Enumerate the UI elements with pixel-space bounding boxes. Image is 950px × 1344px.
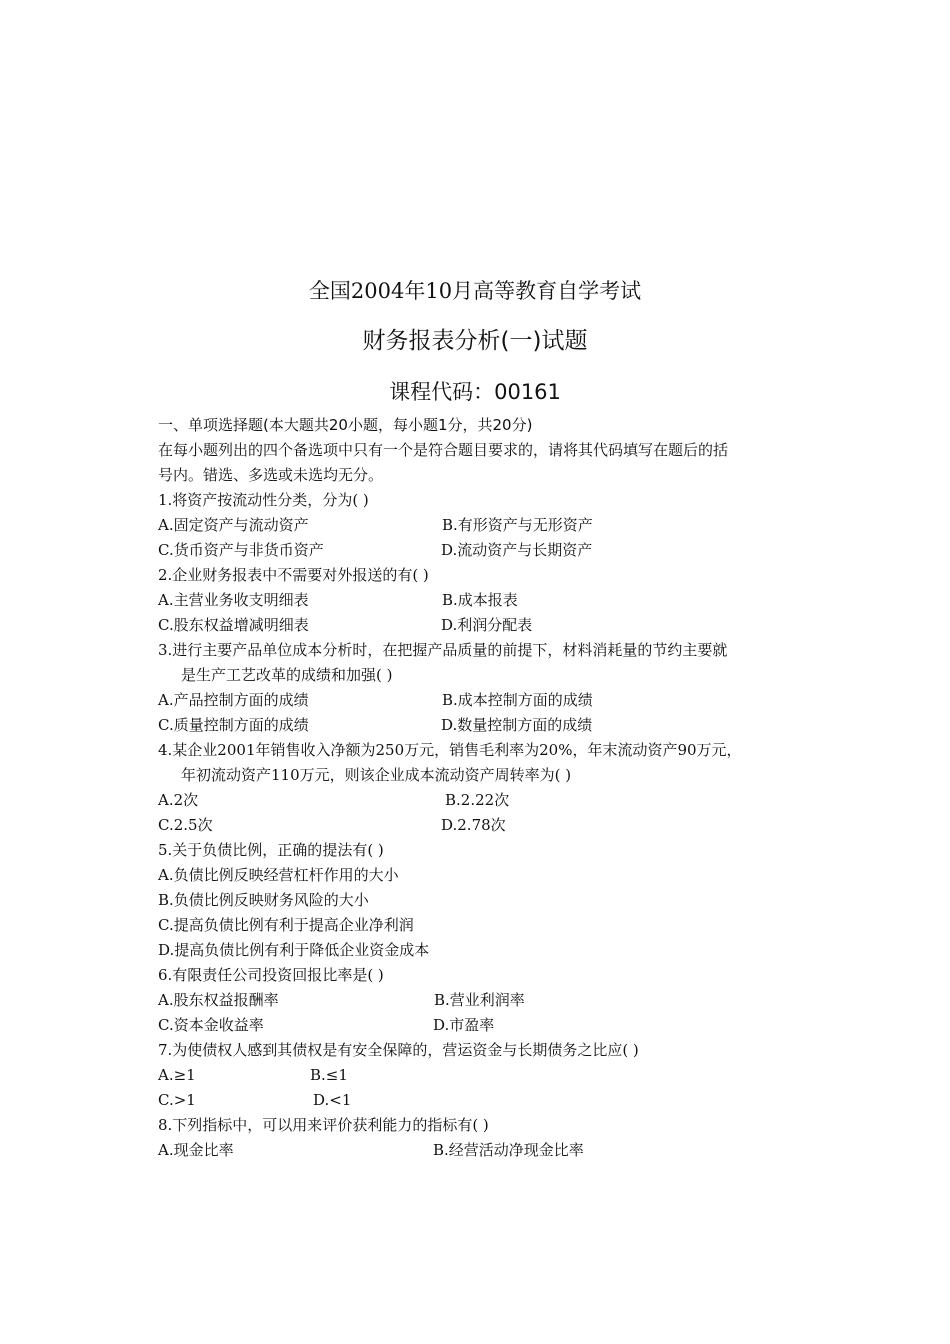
option-c: C.提高负债比例有利于提高企业净利润 bbox=[158, 916, 414, 934]
option-c: C.>1 bbox=[158, 1091, 196, 1109]
option-d: D.提高负债比例有利于降低企业资金成本 bbox=[158, 941, 430, 959]
question-stem: 7.为使债权人感到其债权是有安全保障的，营运资金与长期债务之比应( ) bbox=[158, 1041, 639, 1059]
course-code: 课程代码：00161 bbox=[389, 380, 561, 404]
option-b: B.经营活动净现金比率 bbox=[433, 1141, 584, 1159]
option-a: A.现金比率 bbox=[158, 1141, 234, 1159]
question-stem: 6.有限责任公司投资回报比率是( ) bbox=[158, 966, 384, 984]
option-b: B.营业利润率 bbox=[434, 991, 525, 1009]
option-d: D.市盈率 bbox=[433, 1016, 495, 1034]
option-c: C.2.5次 bbox=[158, 816, 213, 834]
option-b: B.负债比例反映财务风险的大小 bbox=[158, 891, 369, 909]
option-d: D.<1 bbox=[313, 1091, 352, 1109]
subject-title: 财务报表分析(一)试题 bbox=[362, 328, 588, 354]
question-stem: 5.关于负债比例，正确的提法有( ) bbox=[158, 841, 384, 859]
question-stem: 1.将资产按流动性分类，分为( ) bbox=[158, 491, 369, 509]
option-a: A.固定资产与流动资产 bbox=[158, 516, 309, 534]
option-d: D.数量控制方面的成绩 bbox=[441, 716, 593, 734]
option-a: A.2次 bbox=[158, 791, 199, 809]
option-b: B.成本控制方面的成绩 bbox=[442, 691, 593, 709]
question-stem: 2.企业财务报表中不需要对外报送的有( ) bbox=[158, 566, 429, 584]
option-b: B.2.22次 bbox=[445, 791, 510, 809]
question-stem: 8.下列指标中，可以用来评价获利能力的指标有( ) bbox=[158, 1116, 489, 1134]
section-instruction: 在每小题列出的四个备选项中只有一个是符合题目要求的，请将其代码填写在题后的括 bbox=[158, 441, 729, 459]
option-a: A.≥1 bbox=[158, 1066, 196, 1084]
option-a: A.股东权益报酬率 bbox=[158, 991, 279, 1009]
option-b: B.有形资产与无形资产 bbox=[442, 516, 593, 534]
question-stem: 4.某企业2001年销售收入净额为250万元，销售毛利率为20%，年末流动资产90万元， bbox=[158, 741, 742, 759]
option-c: C.资本金收益率 bbox=[158, 1016, 264, 1034]
question-stem-cont: 年初流动资产110万元，则该企业成本流动资产周转率为( ) bbox=[181, 766, 572, 784]
option-a: A.负债比例反映经营杠杆作用的大小 bbox=[158, 866, 399, 884]
option-c: C.货币资产与非货币资产 bbox=[158, 541, 324, 559]
question-stem: 3.进行主要产品单位成本分析时，在把握产品质量的前提下，材料消耗量的节约主要就 bbox=[158, 641, 728, 659]
section-instruction-cont: 号内。错选、多选或未选均无分。 bbox=[158, 466, 384, 484]
exam-title: 全国2004年10月高等教育自学考试 bbox=[308, 279, 642, 303]
option-a: A.产品控制方面的成绩 bbox=[158, 691, 309, 709]
option-d: D.利润分配表 bbox=[441, 616, 533, 634]
option-c: C.质量控制方面的成绩 bbox=[158, 716, 309, 734]
option-d: D.流动资产与长期资产 bbox=[441, 541, 593, 559]
option-b: B.成本报表 bbox=[442, 591, 518, 609]
option-a: A.主营业务收支明细表 bbox=[158, 591, 309, 609]
question-stem-cont: 是生产工艺改革的成绩和加强( ) bbox=[181, 666, 393, 684]
section-heading: 一、单项选择题(本大题共20小题，每小题1分，共20分) bbox=[158, 416, 533, 434]
option-d: D.2.78次 bbox=[441, 816, 506, 834]
option-b: B.≤1 bbox=[310, 1066, 348, 1084]
option-c: C.股东权益增减明细表 bbox=[158, 616, 309, 634]
